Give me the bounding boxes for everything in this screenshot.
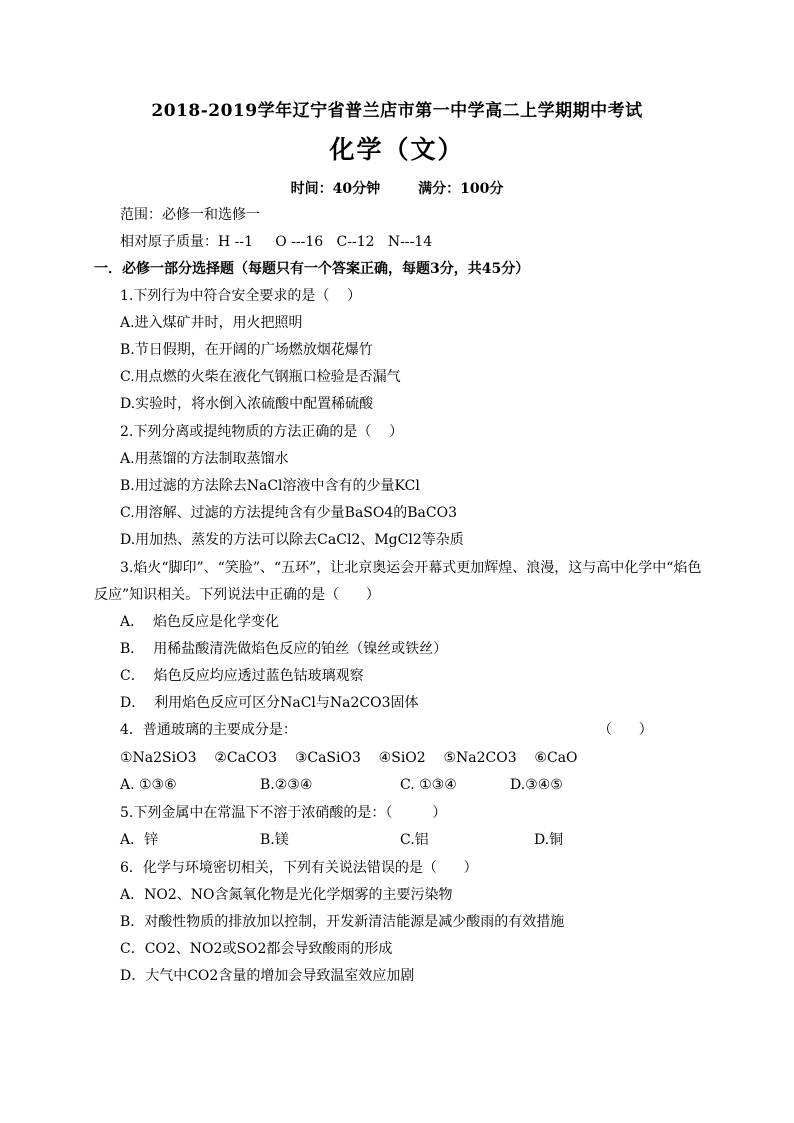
question-1-option-c: C.用点燃的火柴在液化气钢瓶口检验是否漏气 bbox=[120, 369, 401, 385]
question-4-option-a: A. ①③⑥ bbox=[120, 777, 177, 793]
question-4-stem: 4．普通玻璃的主要成分是： bbox=[120, 722, 297, 738]
question-1-option-a: A.进入煤矿井时，用火把照明 bbox=[120, 315, 303, 331]
question-3-option-c: C． 焰色反应均应透过蓝色钴玻璃观察 bbox=[120, 668, 364, 684]
exam-subject: 化学（文） bbox=[329, 135, 465, 164]
question-6-option-d: D．大气中CO2含量的增加会导致温室效应加剧 bbox=[120, 968, 415, 984]
question-3-option-a: A． 焰色反应是化学变化 bbox=[120, 614, 280, 630]
exam-time-info bbox=[0, 178, 794, 198]
section-heading: 一．必修一部分选择题（每题只有一个答案正确，每题3分，共45分） bbox=[94, 261, 530, 277]
question-5-option-b: B.镁 bbox=[260, 832, 289, 848]
question-2-option-c: C.用溶解、过滤的方法提纯含有少量BaSO4的BaCO3 bbox=[120, 505, 458, 521]
question-4-option-d: D.③④⑤ bbox=[510, 777, 563, 793]
question-1-option-d: D.实验时，将水倒入浓硫酸中配置稀硫酸 bbox=[120, 396, 374, 412]
question-1-stem: 1.下列行为中符合安全要求的是（ ） bbox=[120, 288, 362, 304]
exam-title: 2018-2019学年辽宁省普兰店市第一中学高二上学期期中考试 bbox=[151, 101, 643, 121]
question-2-stem: 2.下列分离或提纯物质的方法正确的是（ ） bbox=[120, 424, 404, 440]
question-2-option-d: D.用加热、蒸发的方法可以除去CaCl2、MgCl2等杂质 bbox=[120, 532, 464, 548]
question-3-option-b: B． 用稀盐酸清洗做焰色反应的铂丝（镍丝或铁丝） bbox=[120, 641, 448, 657]
question-5-option-a: A．锌 bbox=[120, 832, 159, 848]
question-6-stem: 6．化学与环境密切相关，下列有关说法错误的是（ ） bbox=[120, 860, 478, 876]
question-4-option-c: C. ①③④ bbox=[400, 777, 457, 793]
question-3-stem-line-2: 反应”知识相关。下列说法中正确的是（ ） bbox=[94, 587, 380, 603]
question-6-option-a: A．NO2、NO含氮氧化物是光化学烟雾的主要污染物 bbox=[120, 887, 453, 903]
question-4-answer-paren: （ ） bbox=[598, 722, 653, 738]
question-6-option-c: C．CO2、NO2或SO2都会导致酸雨的形成 bbox=[120, 941, 393, 957]
exam-scope: 范围：必修一和选修一 bbox=[120, 207, 260, 223]
question-6-option-b: B．对酸性物质的排放加以控制，开发新清洁能源是减少酸雨的有效措施 bbox=[120, 914, 565, 930]
question-3-stem-line-1: 3.焰火“脚印”、“笑脸”、“五环”，让北京奥运会开幕式更加辉煌、浪漫，这与高中化学中“焰色 bbox=[120, 560, 702, 576]
question-5-option-c: C.铝 bbox=[400, 832, 429, 848]
exam-time: 时间：40分钟 bbox=[290, 181, 381, 197]
question-4-items: ①Na2SiO3 ②CaCO3 ③CaSiO3 ④SiO2 ⑤Na2CO3 ⑥CaO bbox=[120, 750, 578, 766]
question-4-option-b: B.②③④ bbox=[260, 777, 313, 793]
atomic-mass: 相对原子质量：H --1 O ---16 C--12 N---14 bbox=[120, 234, 433, 250]
question-3-option-d: D． 利用焰色反应可区分NaCl与Na2CO3固体 bbox=[120, 695, 419, 711]
question-2-option-b: B.用过滤的方法除去NaCl溶液中含有的少量KCl bbox=[120, 478, 420, 494]
question-5-stem: 5.下列金属中在常温下不溶于浓硝酸的是：（ ） bbox=[120, 805, 447, 821]
question-1-option-b: B.节日假期，在开阔的广场燃放烟花爆竹 bbox=[120, 342, 373, 358]
question-2-option-a: A.用蒸馏的方法制取蒸馏水 bbox=[120, 451, 289, 467]
exam-score: 满分：100分 bbox=[418, 181, 504, 197]
question-5-option-d: D.铜 bbox=[534, 832, 564, 848]
